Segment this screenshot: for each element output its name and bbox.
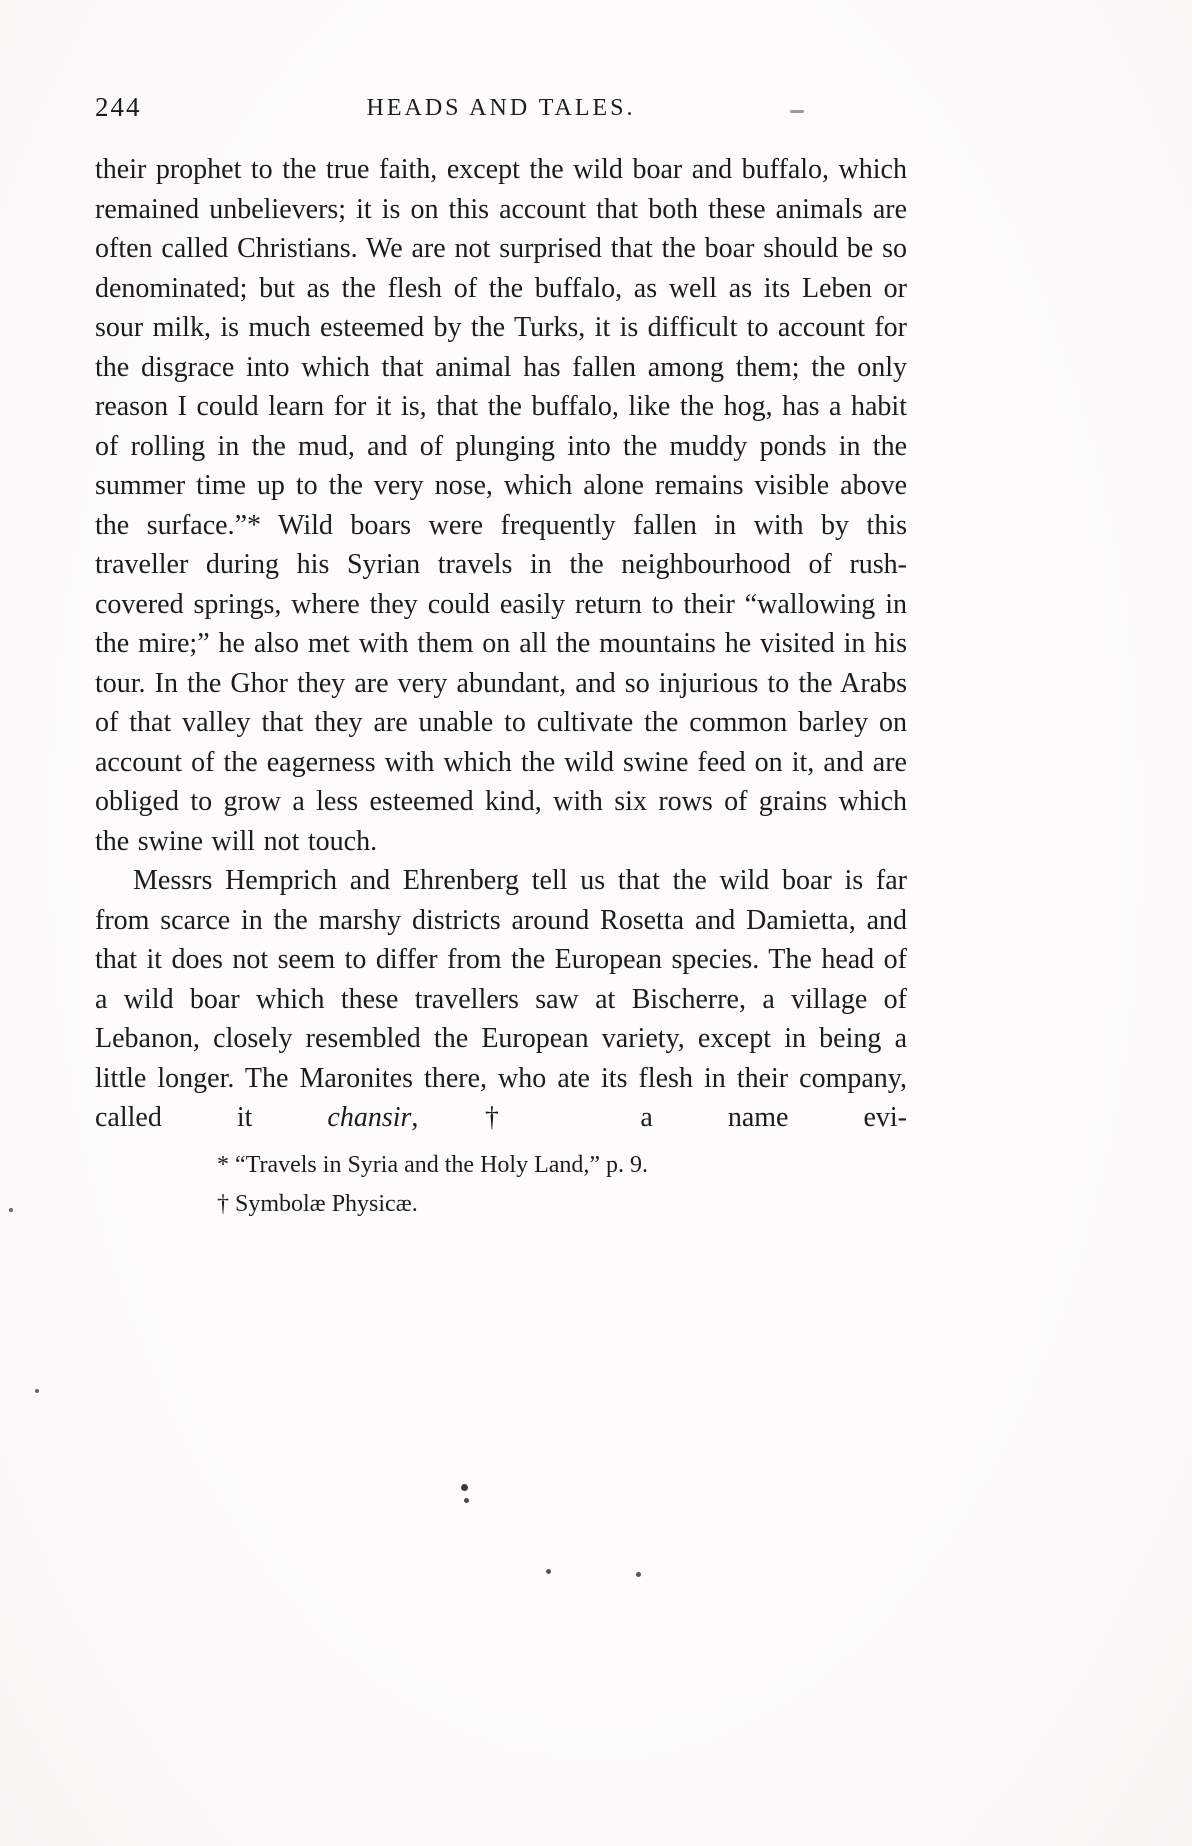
running-head: HEADS AND TALES. [366,95,636,121]
scan-artifact [35,1389,39,1393]
scan-artifact [9,1208,13,1212]
text-segment: Messrs Hemprich and Ehrenberg tell us that the wild boar is far from scarce in the marshy districts around Rosetta and Damietta, and that it does not seem to differ from the European species. The head of a wild boar which these travellers saw at Bischerre, a village of Lebanon, closely resembled the European variety, except in being a little longer. The Maronites there, who ate its flesh in their company, called it [95,865,907,1133]
paragraph-1: their prophet to the true faith, except the wild boar and buffalo, which remained unbelievers; it is on this account that both these animals are often called Christians. We are not surprised that the boar should be so denominated; but as the flesh of the buffalo, as well as its Leben or sour milk, is much esteemed by the Turks, it is difficult to account for the disgrace into which that animal has fallen among them; the only reason I could learn for it is, that the buffalo, like the hog, has a habit of rolling in the mud, and of plunging into the muddy ponds in the summer time up to the very nose, which alone remains visible above the surface.”* Wild boars were frequently fallen in with by this traveller during his Syrian travels in the neighbourhood of rush-covered springs, where they could easily return to their “wallowing in the mire;” he also met with them on all the mountains he visited in his tour. In the Ghor they are very abundant, and so injurious to the Arabs of that valley that they are unable to cultivate the common barley on account of the eagerness with which the wild swine feed on it, and are obliged to grow a less esteemed kind, with six rows of grains which the swine will not touch. [95,154,907,857]
footnotes [217,1146,907,1224]
body-text [95,150,907,1224]
footnote-2: † Symbolæ Physicæ. [217,1190,418,1217]
scan-artifact [461,1484,468,1491]
page-header [95,92,907,126]
text-segment: ,† a name evi- [411,1102,907,1133]
italic-term: chansir [327,1102,412,1133]
footnote-1: * “Travels in Syria and the Holy Land,” p. 9. [217,1151,649,1178]
scan-artifact [790,110,804,113]
scan-artifact [546,1569,551,1574]
paragraph-2 [95,861,907,1138]
scan-artifact [636,1572,641,1577]
page-number: 244 [95,92,142,122]
